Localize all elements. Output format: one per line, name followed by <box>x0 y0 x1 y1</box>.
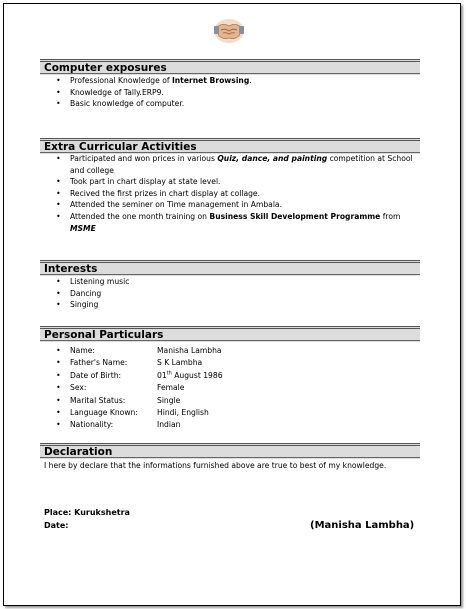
date-line: Date: <box>44 521 69 530</box>
computer-list <box>40 75 420 110</box>
divider <box>40 340 420 341</box>
section-title: Extra Curricular Activities <box>44 141 197 153</box>
section-title: Computer exposures <box>44 62 167 74</box>
personal-row-sex: • Sex: Female <box>40 382 420 394</box>
divider <box>40 274 420 275</box>
signature: (Manisha Lambha) <box>310 520 415 531</box>
handshake-icon <box>212 14 246 46</box>
list-item: • Singing <box>40 299 420 311</box>
personal-row-marital: • Marital Status: Single <box>40 395 420 407</box>
section-title: Declaration <box>44 446 113 458</box>
interests-list <box>40 276 420 311</box>
personal-row-father: • Father's Name: S K Lambha <box>40 357 420 369</box>
personal-row-nationality: • Nationality: Indian <box>40 419 420 431</box>
list-item: • Attended the seminer on Time management in Ambala. <box>40 199 420 211</box>
list-item: • Listening music <box>40 276 420 288</box>
section-title: Interests <box>44 263 98 275</box>
list-item: • Basic knowledge of computer. <box>40 98 420 110</box>
personal-row-dob: • Date of Birth: 01th August 1986 <box>40 370 420 382</box>
personal-row-language: • Language Known: Hindi, English <box>40 407 420 419</box>
section-title: Personal Particulars <box>44 329 164 341</box>
list-item: • Attended the one month training on Business Skill Development Programme from MSME <box>40 211 420 234</box>
place-line: Place: Kurukshetra <box>44 508 130 517</box>
declaration-text: I here by declare that the informations furnished above are true to best of my knowledge. <box>44 461 387 470</box>
list-item: • Knowledge of Tally.ERP9. <box>40 87 420 99</box>
list-item: • Participated and won prices in various Quiz, dance, and painting competition at School and college <box>40 153 420 176</box>
divider <box>40 457 420 458</box>
extra-list <box>40 153 420 234</box>
divider <box>40 73 420 74</box>
list-item: • Took part in chart display at state level. <box>40 176 420 188</box>
personal-list <box>40 345 420 432</box>
list-item: • Professional Knowledge of Internet Browsing. <box>40 75 420 87</box>
list-item: • Recived the first prizes in chart display at collage. <box>40 188 420 200</box>
list-item: • Dancing <box>40 288 420 300</box>
personal-row-name: • Name: Manisha Lambha <box>40 345 420 357</box>
